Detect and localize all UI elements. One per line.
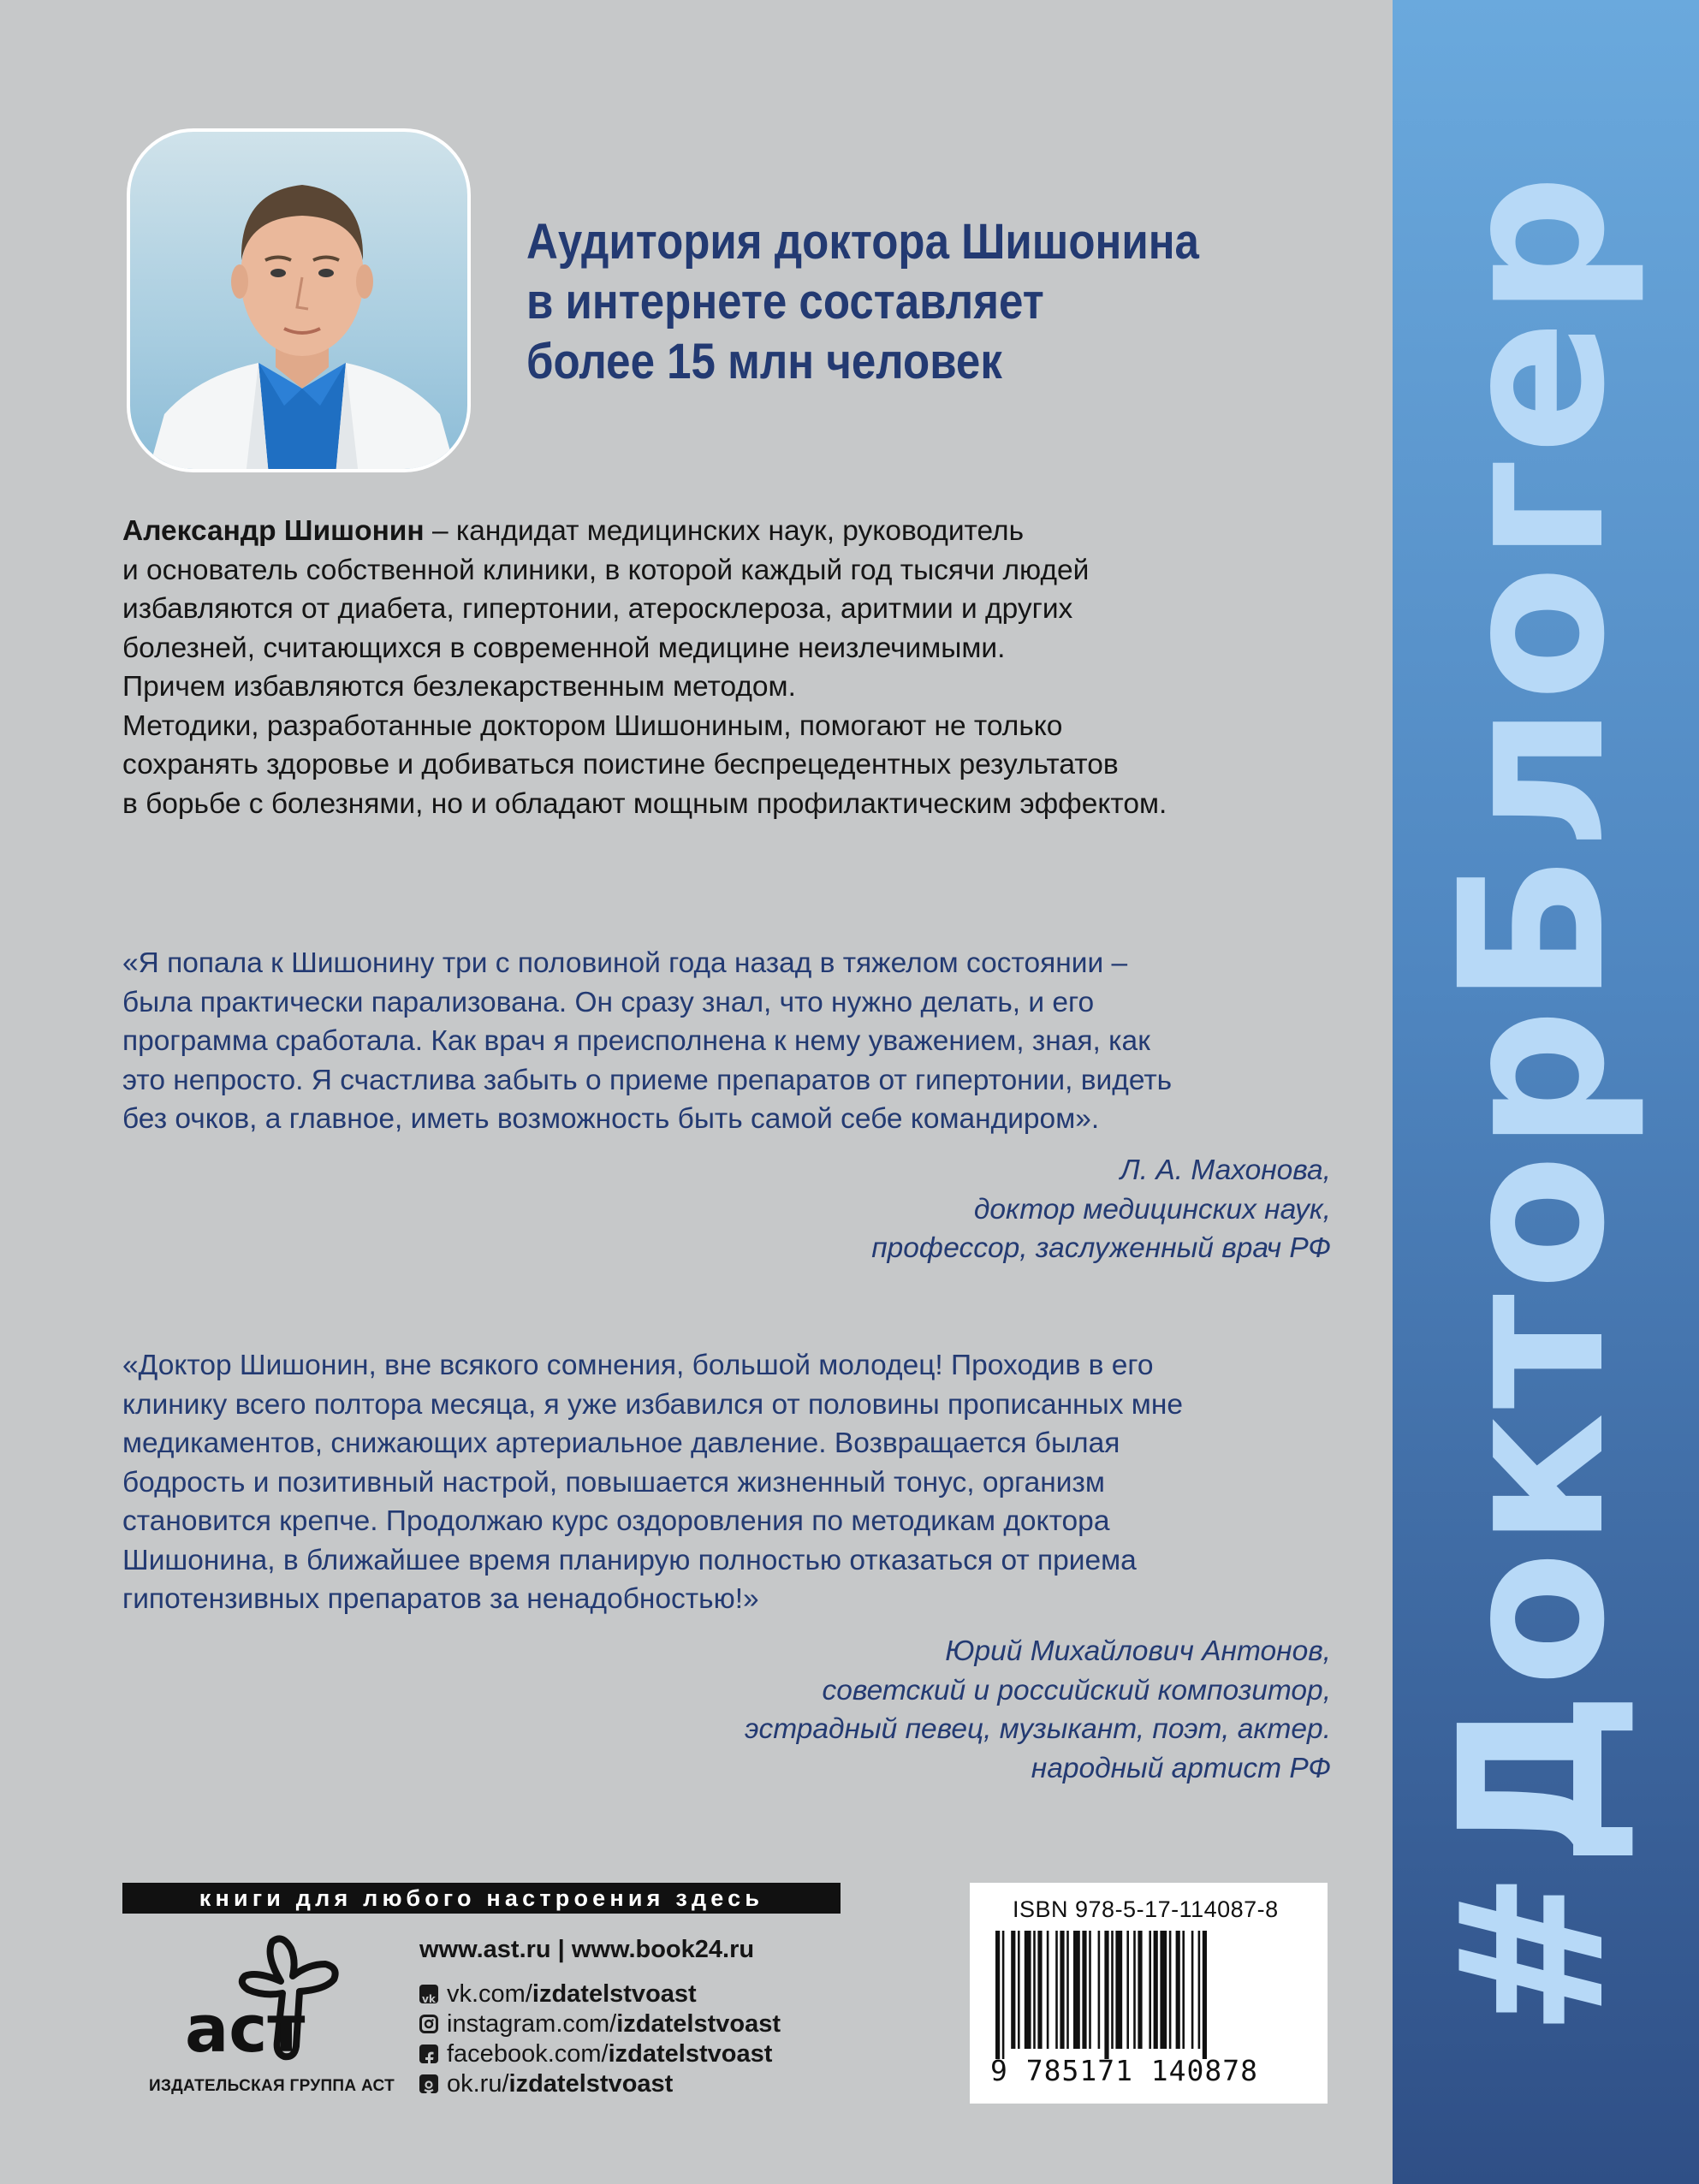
barcode-bar [1154,1931,1158,2049]
headline-line: более 15 млн человек [526,334,1002,389]
barcode-bar [1002,1931,1005,2059]
barcode-bar [1138,1931,1142,2049]
barcode-bar [1033,1931,1036,2049]
bio-line: болезней, считающихся в современной медицине неизлечимыми. [122,632,1006,664]
barcode-bar [1089,1931,1091,2049]
social-links [419,1979,781,2098]
author-line: доктор медицинских наук, [973,1193,1331,1226]
bio-line: избавляются от диабета, гипертонии, атеросклероза, аритмии и других [122,593,1073,625]
author-photo [127,128,471,472]
quote-line: без очков, а главное, иметь возможность быть самой себе командиром». [122,1103,1100,1135]
slogan-banner: книги для любого настроения здесь [122,1883,841,1914]
author-line: профессор, заслуженный врач РФ [871,1232,1331,1264]
headline-line: в интернете составляет [526,274,1044,329]
barcode-bar [1037,1931,1042,2049]
svg-text:vk: vk [422,1992,436,2005]
instagram-icon [419,2015,438,2033]
barcode-bar [1176,1931,1180,2049]
bio-line: сохранять здоровье и добиваться поистине беспрецедентных результатов [122,749,1119,780]
bio-line: Александр Шишонин – кандидат медицинских наук, руководитель [122,515,1025,547]
barcode-bar [1126,1931,1129,2049]
barcode-bar [995,1931,1000,2059]
ok-icon [419,2074,438,2093]
author-line: советский и российский композитор, [822,1674,1331,1706]
barcode-bar [1191,1931,1194,2049]
barcode-bar [1011,1931,1015,2049]
bio-line: Методики, разработанные доктором Шишониным, помогают не только [122,709,1063,742]
barcode-bars [995,1931,1304,2059]
barcode-bar [1082,1931,1086,2049]
spine-panel [1393,0,1699,2184]
author-portrait-illustration [130,132,471,472]
barcode-bar [1203,1931,1207,2059]
testimonial-quote-2 [122,1346,1338,1619]
author-bio [122,512,1389,823]
barcode-bar [1073,1931,1080,2049]
author-line: Л. А. Махонова, [1120,1154,1331,1186]
spine-hashtag: #ДокторБлогер [1417,170,1649,2038]
facebook-icon [419,2045,438,2063]
barcode-digits: 9 785171 140878 [990,2054,1259,2087]
headline-line: Аудитория доктора Шишонина [526,214,1199,270]
vk-icon [419,1985,438,2003]
author-line: Юрий Михайлович Антонов, [945,1635,1331,1667]
barcode-bar [1047,1931,1049,2049]
barcode-bar [1169,1931,1172,2049]
social-link-instagram[interactable]: instagram.com/ izdatelstvoast [419,2009,781,2039]
publisher-caption: ИЗДАТЕЛЬСКАЯ ГРУППА АСТ [149,2077,395,2095]
bio-line: и основатель собственной клиники, в которой каждый год тысячи людей [122,554,1090,586]
quote-line: была практически парализована. Он сразу знал, что нужно делать, и его [122,986,1095,1018]
barcode-bar [1018,1931,1020,2049]
quote-line: Шишонина, в ближайшее время планирую полностью отказаться от приема [122,1544,1137,1576]
logo-wordmark: аст [185,1991,306,2067]
barcode-bar [1115,1931,1122,2049]
quote-line: бодрость и позитивный настрой, повышается жизненный тонус, организм [122,1466,1105,1499]
bio-line: Причем избавляются безлекарственным методом. [122,671,796,703]
barcode-bar [1198,1931,1201,2049]
barcode-bar [1182,1931,1185,2049]
quote-line: «Я попала к Шишонину три с половиной года назад в тяжелом состоянии – [122,947,1128,979]
social-link-vk[interactable]: vk vk.com/ izdatelstvoast [419,1979,781,2009]
quote-line: становится крепче. Продолжаю курс оздоровления по методикам доктора [122,1505,1110,1537]
ast-logo-icon [163,1930,377,2067]
barcode-bar [1133,1931,1136,2049]
barcode-bar [1098,1931,1101,2049]
quote-line: клинику всего полтора месяца, я уже избавился от половины прописанных мне [122,1388,1183,1421]
social-link-ok[interactable]: ok.ru/ izdatelstvoast [419,2068,781,2098]
quote-line: «Доктор Шишонин, вне всякого сомнения, большой молодец! Проходив в его [122,1350,1154,1381]
social-link-facebook[interactable]: facebook.com/ izdatelstvoast [419,2039,781,2068]
barcode-bar [1160,1931,1167,2049]
isbn-number: ISBN 978-5-17-114087-8 [1013,1896,1279,1922]
publisher-websites[interactable]: www.ast.ru | www.book24.ru [419,1936,755,1963]
barcode-bar [1060,1931,1064,2049]
testimonial-author-1 [871,1151,1331,1268]
barcode-bar [1104,1931,1108,2059]
author-line: народный артист РФ [1031,1752,1331,1784]
quote-line: программа сработала. Как врач я преисполнена к нему уважением, зная, как [122,1025,1150,1057]
barcode-bar [1111,1931,1114,2049]
headline [526,212,1204,392]
barcode-bar [1055,1931,1058,2049]
testimonial-author-2 [745,1632,1331,1788]
quote-line: медикаментов, снижающих артериальное давление. Возвращается былая [122,1427,1120,1459]
barcode-bar [1025,1931,1031,2049]
barcode-bar [1066,1931,1069,2049]
ast-logo [163,1930,377,2067]
author-name: Александр Шишонин [122,515,425,547]
testimonial-quote-1 [122,944,1338,1139]
barcode-bar [1149,1931,1151,2049]
quote-line: гипотензивных препаратов за ненадобностью!» [122,1583,759,1615]
bio-line: в борьбе с болезнями, но и обладают мощным профилактическим эффектом. [122,787,1167,820]
author-line: эстрадный певец, музыкант, поэт, актер. [745,1713,1331,1745]
quote-line: это непросто. Я счастлива забыть о приеме препаратов от гипертонии, видеть [122,1064,1173,1096]
isbn-barcode [970,1883,1328,2104]
